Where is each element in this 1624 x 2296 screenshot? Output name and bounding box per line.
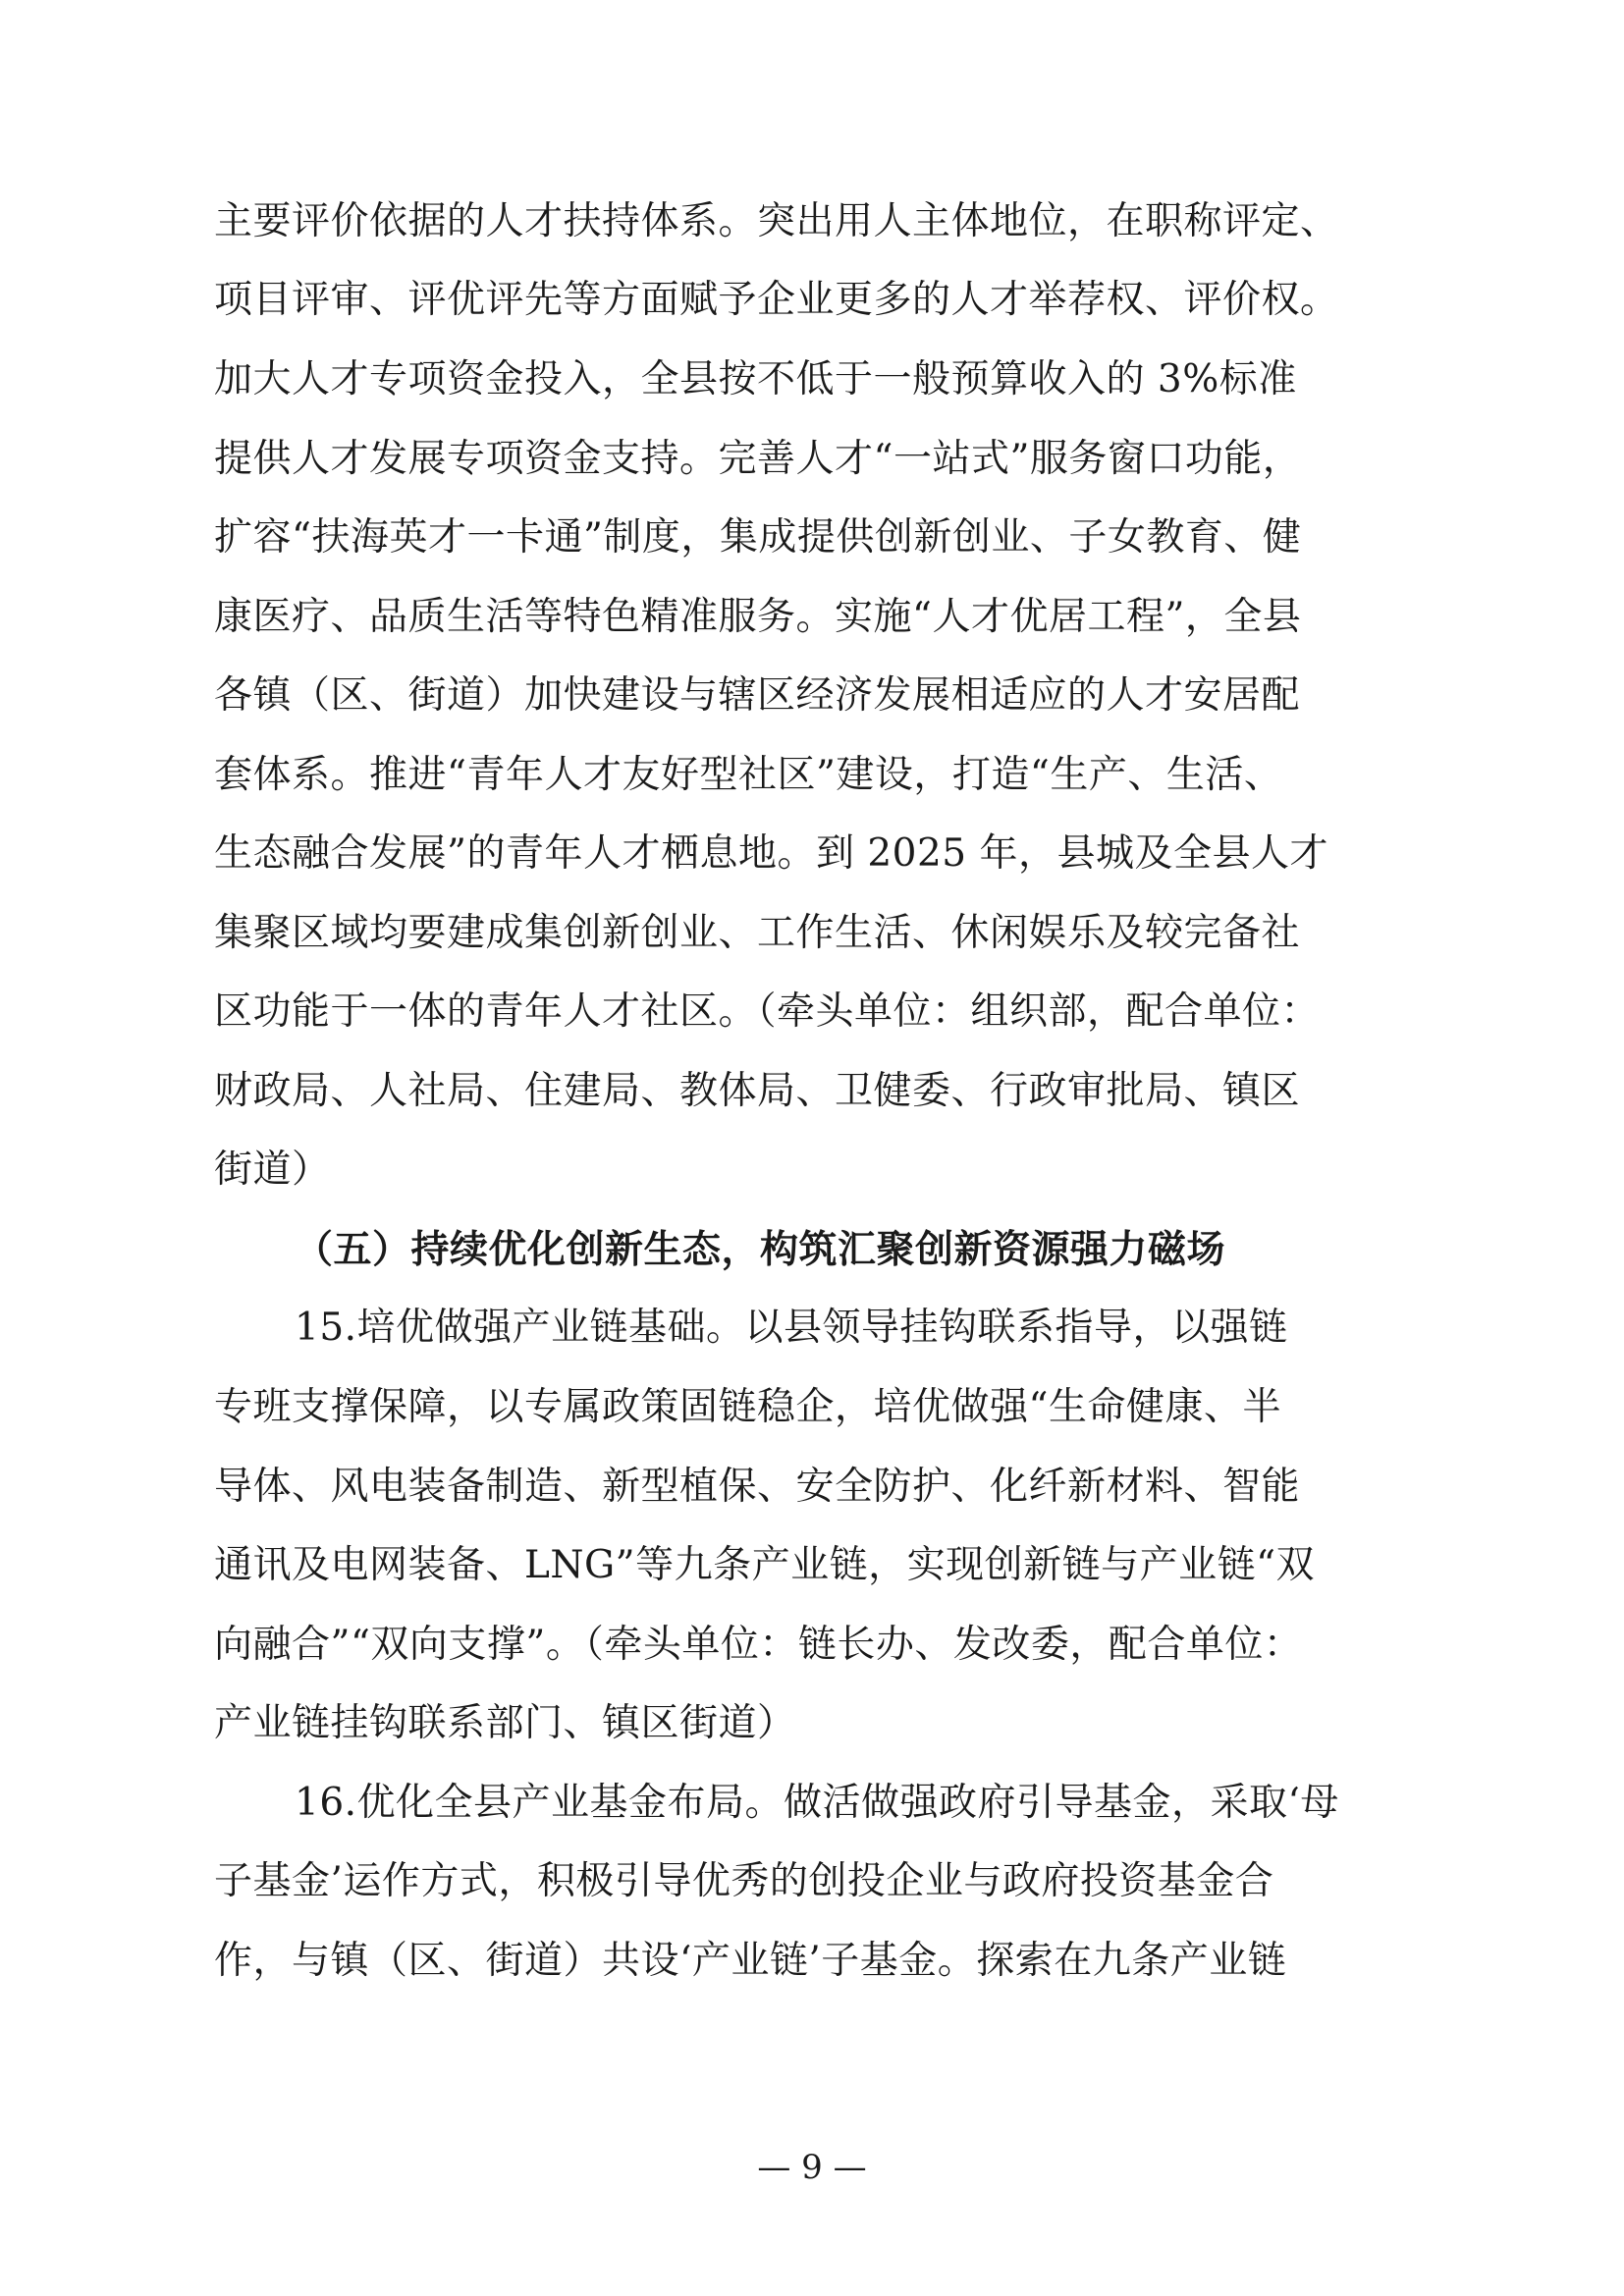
body-text-line: 区功能于一体的青年人才社区。（牵头单位：组织部，配合单位： — [214, 989, 1321, 1034]
body-text-line: 提供人才发展专项资金支持。完善人才“一站式”服务窗口功能， — [214, 437, 1302, 481]
item-paragraph-start: 15.培优做强产业链基础。以县领导挂钩联系指导，以强链 — [295, 1306, 1288, 1350]
body-text-line: 向融合”“双向支撑”。（牵头单位：链长办、发改委，配合单位： — [214, 1623, 1303, 1667]
body-text-line: 套体系。推进“青年人才友好型社区”建设，打造“生产、生活、 — [214, 753, 1283, 797]
body-text-line: 财政局、人社局、住建局、教体局、卫健委、行政审批局、镇区 — [214, 1069, 1301, 1113]
section-heading: （五）持续优化创新生态，构筑汇聚创新资源强力磁场 — [295, 1227, 1226, 1272]
body-text-line: 作，与镇（区、街道）共设‘产业链’子基金。探索在九条产业链 — [214, 1939, 1287, 1983]
item-paragraph-start: 16.优化全县产业基金布局。做活做强政府引导基金，采取‘母 — [295, 1781, 1339, 1825]
body-text-line: 扩容“扶海英才一卡通”制度，集成提供创新创业、子女教育、健 — [214, 515, 1302, 560]
body-text-line: 通讯及电网装备、LNG”等九条产业链，实现创新链与产业链“双 — [214, 1543, 1316, 1587]
body-text-line: 各镇（区、街道）加快建设与辖区经济发展相适应的人才安居配 — [214, 673, 1301, 718]
body-text-line: 子基金’运作方式，积极引导优秀的创投企业与政府投资基金合 — [214, 1859, 1274, 1903]
body-text-line: 专班支撑保障，以专属政策固链稳企，培优做强“生命健康、半 — [214, 1385, 1281, 1429]
body-text-line: 产业链挂钩联系部门、镇区街道） — [214, 1701, 796, 1745]
body-text-line: 生态融合发展”的青年人才栖息地。到 2025 年，县城及全县人才 — [214, 831, 1328, 876]
body-text-line: 加大人才专项资金投入，全县按不低于一般预算收入的 3%标准 — [214, 357, 1297, 401]
page-number: — 9 — — [757, 2148, 867, 2187]
body-text-line: 街道） — [214, 1148, 331, 1192]
body-text-line: 康医疗、品质生活等特色精准服务。实施“人才优居工程”，全县 — [214, 595, 1302, 639]
body-text-line: 项目评审、评优评先等方面赋予企业更多的人才举荐权、评价权。 — [214, 278, 1339, 322]
body-text-line: 导体、风电装备制造、新型植保、安全防护、化纤新材料、智能 — [214, 1465, 1301, 1509]
body-text-line: 主要评价依据的人才扶持体系。突出用人主体地位，在职称评定、 — [214, 199, 1339, 243]
body-text-line: 集聚区域均要建成集创新创业、工作生活、休闲娱乐及较完备社 — [214, 911, 1301, 955]
